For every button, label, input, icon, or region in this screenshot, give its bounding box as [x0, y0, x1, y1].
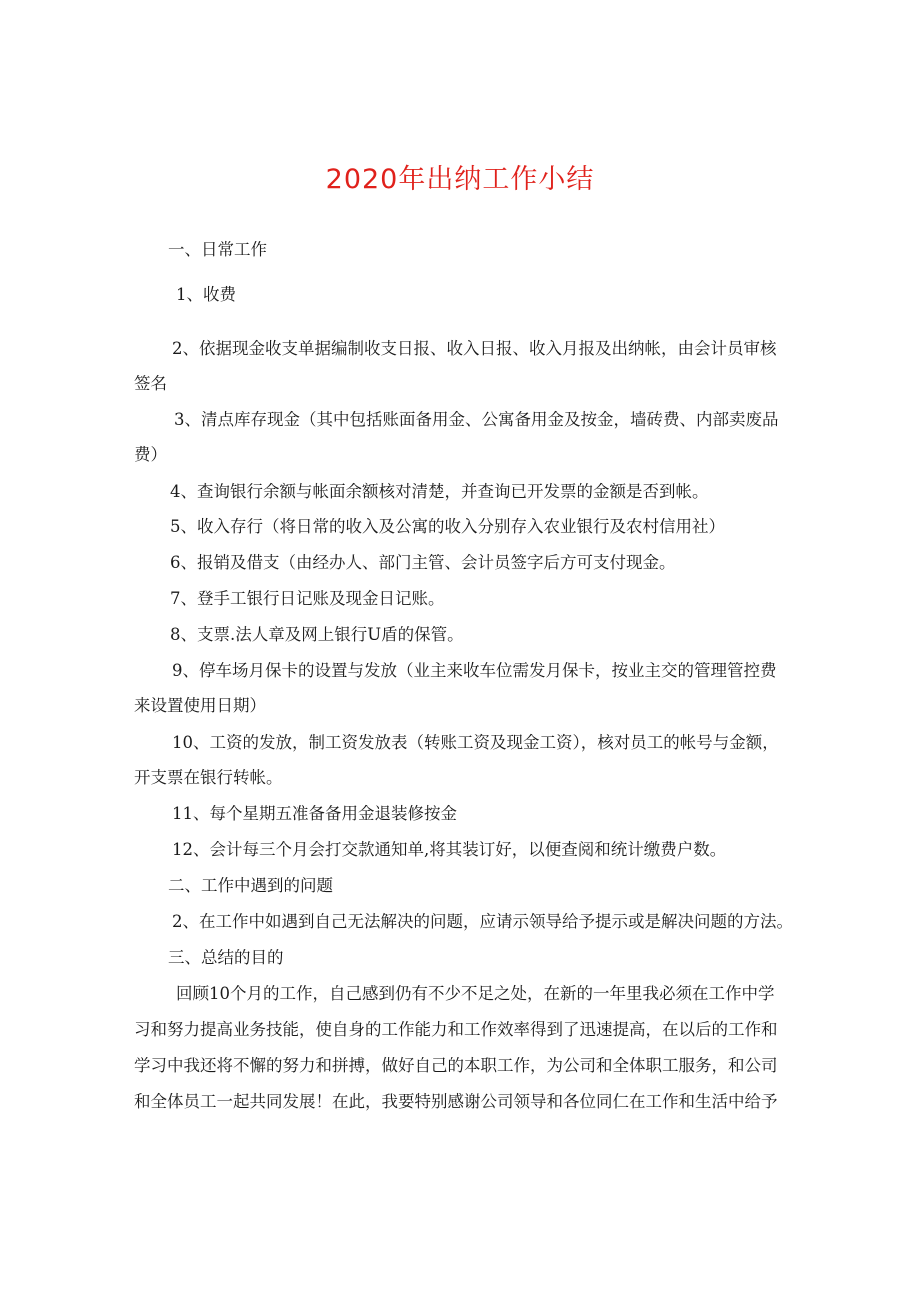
- document-title: 2020年出纳工作小结: [325, 164, 595, 195]
- list-item-10-line1: 10、工资的发放，制工资发放表（转账工资及现金工资），核对员工的帐号与金额，: [172, 733, 779, 752]
- list-item-6: 6、报销及借支（由经办人、部门主管、会计员签字后方可支付现金。: [170, 553, 676, 572]
- list-item-2-line1: 2、依据现金收支单据编制收支日报、收入日报、收入月报及出纳帐，由会计员审核: [172, 339, 777, 358]
- list-item-12: 12、会计每三个月会打交款通知单,将其装订好，以便查阅和统计缴费户数。: [172, 840, 727, 859]
- section-heading-purpose: 三、总结的目的: [168, 948, 284, 967]
- section-heading-problems: 二、工作中遇到的问题: [168, 876, 333, 895]
- list-item-9-line2: 来设置使用日期）: [134, 696, 266, 715]
- list-item-8: 8、支票.法人章及网上银行U盾的保管。: [170, 625, 464, 644]
- list-item-7: 7、登手工银行日记账及现金日记账。: [170, 589, 445, 608]
- summary-line-2: 习和努力提高业务技能，使自身的工作能力和工作效率得到了迅速提高，在以后的工作和: [134, 1020, 778, 1039]
- list-item-11: 11、每个星期五准备备用金退装修按金: [172, 804, 457, 823]
- list-item-10-line2: 开支票在银行转帐。: [134, 768, 283, 787]
- list-item-3-line2: 费）: [134, 445, 167, 464]
- summary-line-1: 回顾10个月的工作，自己感到仍有不少不足之处，在新的一年里我必须在工作中学: [176, 984, 775, 1003]
- problems-item: 2、在工作中如遇到自己无法解决的问题，应请示领导给予提示或是解决问题的方法。: [172, 912, 793, 931]
- summary-line-4: 和全体员工一起共同发展！在此，我要特别感谢公司领导和各位同仁在工作和生活中给予: [134, 1092, 778, 1111]
- list-item-1: 1、收费: [176, 285, 236, 304]
- list-item-3-line1: 3、清点库存现金（其中包括账面备用金、公寓备用金及按金，墙砖费、内部卖废品: [174, 410, 779, 429]
- list-item-4: 4、查询银行余额与帐面余额核对清楚，并查询已开发票的金额是否到帐。: [170, 482, 709, 501]
- list-item-9-line1: 9、停车场月保卡的设置与发放（业主来收车位需发月保卡，按业主交的管理管控费: [172, 661, 777, 680]
- list-item-5: 5、收入存行（将日常的收入及公寓的收入分别存入农业银行及农村信用社）: [170, 517, 725, 536]
- section-heading-daily-work: 一、日常工作: [168, 240, 267, 259]
- list-item-2-line2: 签名: [134, 374, 167, 393]
- summary-line-3: 学习中我还将不懈的努力和拼搏，做好自己的本职工作，为公司和全体职工服务，和公司: [134, 1056, 778, 1075]
